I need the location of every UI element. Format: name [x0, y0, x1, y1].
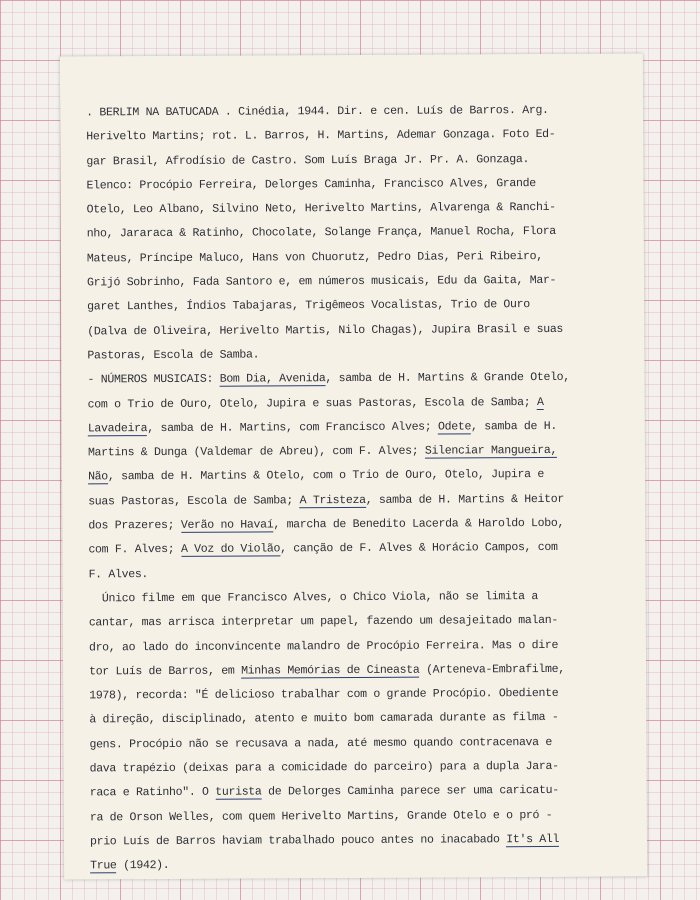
text-line: [88, 463, 628, 490]
text-line: [89, 584, 629, 611]
text-segment: dava trapézio (deixas para a comicidade do parceiro) para a dupla Jara-: [89, 759, 559, 776]
typewritten-page: [60, 53, 647, 879]
text-line: [87, 220, 627, 247]
text-segment: garet Lanthes, Índios Tabajaras, Trigêmeos Vocalistas, Trio de Ouro: [87, 298, 530, 314]
text-segment: Pastoras, Escola de Samba.: [87, 348, 260, 363]
text-line: [88, 390, 628, 417]
text-segment: de Delorges Caminha parece ser uma caricatu-: [261, 784, 559, 799]
text-line: [89, 560, 629, 587]
underlined-title: It's All: [506, 832, 560, 847]
underlined-title: Bom Dia, Avenida: [219, 372, 326, 386]
text-line: [90, 755, 630, 782]
text-line: [86, 147, 626, 174]
text-segment: à direção, disciplinado, atento e muito bom camarada durante as filma -: [89, 711, 559, 727]
text-line: [88, 439, 628, 466]
text-segment: Grijó Sobrinho, Fada Santoro e, em números musicais, Edu da Gaita, Mar-: [87, 274, 557, 290]
text-line: [90, 852, 630, 879]
text-segment: . BERLIM NA BATUCADA . Cinédia, 1944. Dir. e cen. Luís de Barros. Arg.: [86, 103, 549, 120]
text-line: [89, 706, 629, 733]
text-segment: Martins & Dunga (Valdemar de Abreu), com F. Alves;: [87, 444, 425, 460]
text-segment: com F. Alves;: [88, 543, 181, 557]
underlined-title: True: [90, 859, 117, 873]
text-segment: cantar, mas arrisca interpretar um papel, fazendo um desajeitado malan-: [88, 614, 558, 630]
underlined-title: Verão no Havaí: [180, 518, 274, 532]
text-segment: 1978), recorda: "É delicioso trabalhar com o grande Procópio. Obediente: [89, 687, 559, 703]
text-segment: - NÚMEROS MUSICAIS:: [87, 372, 220, 387]
text-line: [89, 609, 629, 636]
text-segment: gar Brasil, Afrodísio de Castro. Som Luís Braga Jr. Pr. A. Gonzaga.: [86, 152, 530, 168]
text-segment: , samba de H. Martins & Heitor: [365, 492, 564, 507]
text-line: [87, 366, 627, 393]
underlined-title: Lavadeira: [87, 421, 148, 436]
text-segment: prio Luís de Barros haviam trabalhado pouco antes no inacabado: [89, 833, 507, 849]
text-segment: ra de Orson Welles, com quem Herivelto Martins, Grande Otelo e o pró -: [89, 808, 553, 824]
text-segment: Elenco: Procópio Ferreira, Delorges Caminha, Francisco Alves, Grande: [86, 176, 536, 193]
underlined-title: Minhas Memórias de Cineasta: [241, 663, 420, 678]
text-segment: gens. Procópio não se recusava a nada, até mesmo quando contracenava e: [89, 735, 553, 752]
text-line: [87, 317, 627, 344]
text-line: [88, 414, 628, 441]
underlined-title: A Tristeza: [299, 493, 366, 508]
text-line: [89, 657, 629, 684]
text-segment: com o Trio de Ouro, Otelo, Jupira e suas Pastoras, Escola de Samba;: [87, 395, 538, 411]
underlined-title: Não: [88, 470, 108, 484]
text-segment: dro, ao lado do inconvincente malandro de Procópio Ferreira. Mas o dire: [88, 638, 559, 654]
text-segment: , samba de H.: [471, 419, 557, 434]
text-segment: Otelo, Leo Albano, Silvino Neto, Herivelto Martins, Alvarenga & Ranchi-: [86, 201, 556, 217]
underlined-title: Silenciar Mangueira,: [424, 444, 558, 458]
text-line: [89, 682, 629, 709]
text-line: [87, 244, 627, 271]
text-line: [86, 171, 626, 198]
underlined-title: A Voz do Violão: [180, 542, 281, 557]
text-line: [90, 779, 630, 806]
text-segment: , canção de F. Alves & Horácio Campos, com: [280, 541, 558, 556]
text-line: [87, 293, 627, 320]
text-segment: tor Luís de Barros, em: [89, 664, 242, 679]
text-line: [88, 536, 628, 563]
text-line: [90, 803, 630, 830]
text-segment: (1942).: [116, 859, 170, 873]
text-line: [89, 730, 629, 757]
text-segment: raca e Ratinho". O: [89, 786, 216, 800]
text-segment: nho, Jararaca & Ratinho, Chocolate, Solange França, Manuel Rocha, Flora: [86, 225, 556, 241]
text-line: [87, 342, 627, 369]
text-segment: , samba de H. Martins & Grande Otelo,: [325, 371, 570, 386]
text-segment: dos Prazeres;: [88, 518, 181, 533]
text-line: [87, 269, 627, 296]
text-line: [88, 512, 628, 539]
text-segment: , samba de H. Martins & Otelo, com o Trio de Ouro, Otelo, Jupira e: [107, 468, 545, 484]
underlined-title: Odete: [437, 420, 472, 434]
text-segment: (Dalva de Oliveira, Herivelto Martis, Nilo Chagas), Jupira Brasil e suas: [87, 322, 564, 339]
text-segment: suas Pastoras, Escola de Samba;: [88, 494, 300, 509]
text-segment: (Arteneva-Embrafilme,: [419, 662, 565, 677]
text-line: [88, 487, 628, 514]
typewritten-text: [86, 99, 630, 879]
underlined-title: A: [536, 395, 544, 409]
underlined-title: turista: [215, 785, 262, 800]
text-segment: F. Alves.: [88, 567, 149, 582]
text-segment: Mateus, Príncipe Maluco, Hans von Chuorutz, Pedro Dias, Peri Ribeiro,: [86, 249, 543, 266]
text-line: [86, 99, 626, 126]
text-segment: Único filme em que Francisco Alves, o Chico Viola, não se limita a: [88, 589, 539, 606]
text-segment: Herivelto Martins; rot. L. Barros, H. Martins, Ademar Gonzaga. Foto Ed-: [86, 128, 556, 144]
text-segment: , samba de H. Martins, com Francisco Alves;: [147, 420, 439, 435]
text-line: [89, 633, 629, 660]
text-segment: , marcha de Benedito Lacerda & Haroldo Lobo,: [273, 516, 565, 532]
text-line: [86, 123, 626, 150]
text-line: [87, 196, 627, 223]
text-line: [90, 827, 630, 854]
